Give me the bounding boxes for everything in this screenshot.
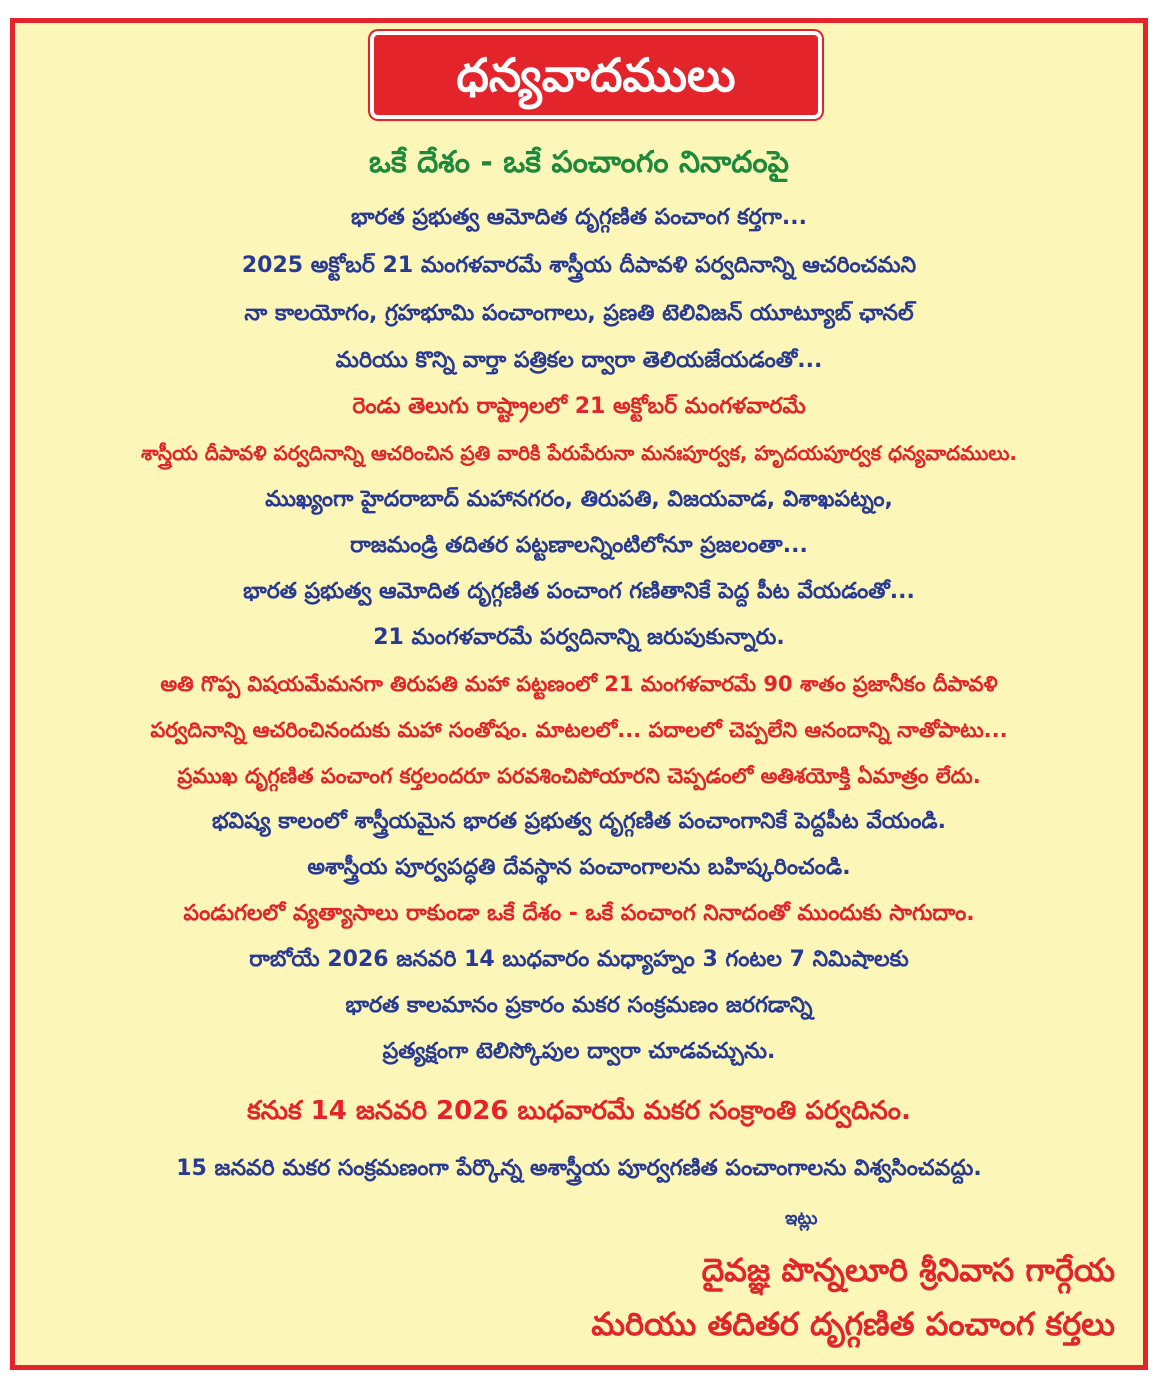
body-line-12: పర్వదినాన్ని ఆచరించినందుకు మహా సంతోషం. మాటలలో... పదాలలో చెప్పలేని ఆనందాన్ని నాతోపాటు... (150, 718, 1008, 742)
body-line-17: రాబోయే 2026 జనవరి 14 బుధవారం మధ్యాహ్నం 3 గంటల 7 నిమిషాలకు (249, 947, 909, 972)
body-line-19: ప్రత్యక్షంగా టెలిస్కోపుల ద్వారా చూడవచ్చును. (382, 1039, 776, 1064)
body-line-14: భవిష్య కాలంలో శాస్త్రీయమైన భారత ప్రభుత్వ దృగ్గణిత పంచాంగానికే పెద్దపీట వేయండి. (211, 809, 946, 834)
signature-group: మరియు తదితర దృగ్గణిత పంచాంగ కర్తలు (591, 1305, 1115, 1343)
body-line-20: కనుక 14 జనవరి 2026 బుధవారమే మకర సంక్రాంతి పర్వదినం. (247, 1096, 911, 1126)
body-line-1: భారత ప్రభుత్వ ఆమోదిత దృగ్గణిత పంచాంగ కర్తగా... (351, 205, 807, 230)
subtitle: ఒకే దేశం - ఒకే పంచాంగం నినాదంపై (369, 145, 789, 180)
signoff: ఇట్లు (785, 1208, 818, 1229)
notice-card (10, 18, 1148, 1370)
body-line-16: పండుగలలో వ్యత్యాసాలు రాకుండా ఒకే దేశం - ఒకే పంచాంగ నినాదంతో ముందుకు సాగుదాం. (183, 901, 975, 926)
page-title: ధన్యవాదములు (456, 48, 736, 102)
body-line-21: 15 జనవరి మకర సంక్రమణంగా పేర్కొన్న అశాస్త్రీయ పూర్వగణిత పంచాంగాలను విశ్వసించవద్దు. (176, 1156, 982, 1181)
body-line-5: రెండు తెలుగు రాష్ట్రాలలో 21 అక్టోబర్ మంగళవారమే (352, 394, 806, 419)
body-line-3: నా కాలయోగం, గ్రహభూమి పంచాంగాలు, ప్రణతి టెలివిజన్ యూట్యూబ్ ఛానల్ (244, 301, 914, 326)
body-line-8: రాజమండ్రి తదితర పట్టణాలన్నింటిలోనూ ప్రజలంతా... (350, 533, 808, 558)
body-line-4: మరియు కొన్ని వార్తా పత్రికల ద్వారా తెలియజేయడంతో... (335, 348, 823, 373)
body-line-15: అశాస్త్రీయ పూర్వపద్ధతి దేవస్థాన పంచాంగాలను బహిష్కరించండి. (307, 855, 851, 880)
body-line-6: శాస్త్రీయ దీపావళి పర్వదినాన్ని ఆచరించిన ప్రతి వారికి పేరుపేరునా మనఃపూర్వక, హృదయపూర్వక ధన్యవాదములు. (141, 441, 1017, 465)
body-line-13: ప్రముఖ దృగ్గణిత పంచాంగ కర్తలందరూ పరవశించిపోయారని చెప్పడంలో అతిశయోక్తి ఏమాత్రం లేదు. (177, 764, 981, 788)
body-line-9: భారత ప్రభుత్వ ఆమోదిత దృగ్గణిత పంచాంగ గణితానికే పెద్ద పీట వేయడంతో... (243, 579, 915, 604)
body-line-18: భారత కాలమానం ప్రకారం మకర సంక్రమణం జరగడాన్ని (345, 993, 813, 1018)
body-line-10: 21 మంగళవారమే పర్వదినాన్ని జరుపుకున్నారు. (373, 625, 785, 650)
body-line-11: అతి గొప్ప విషయమేమనగా తిరుపతి మహా పట్టణంలో 21 మంగళవారమే 90 శాతం ప్రజానీకం దీపావళి (160, 672, 998, 696)
body-line-7: ముఖ్యంగా హైదరాబాద్ మహానగరం, తిరుపతి, విజయవాడ, విశాఖపట్నం, (265, 487, 893, 512)
title-banner (370, 31, 822, 119)
signature-name: దైవజ్ఞ పొన్నలూరి శ్రీనివాస గార్గేయ (701, 1251, 1115, 1289)
body-line-2: 2025 అక్టోబర్ 21 మంగళవారమే శాస్త్రీయ దీపావళి పర్వదినాన్ని ఆచరించమని (241, 253, 917, 278)
